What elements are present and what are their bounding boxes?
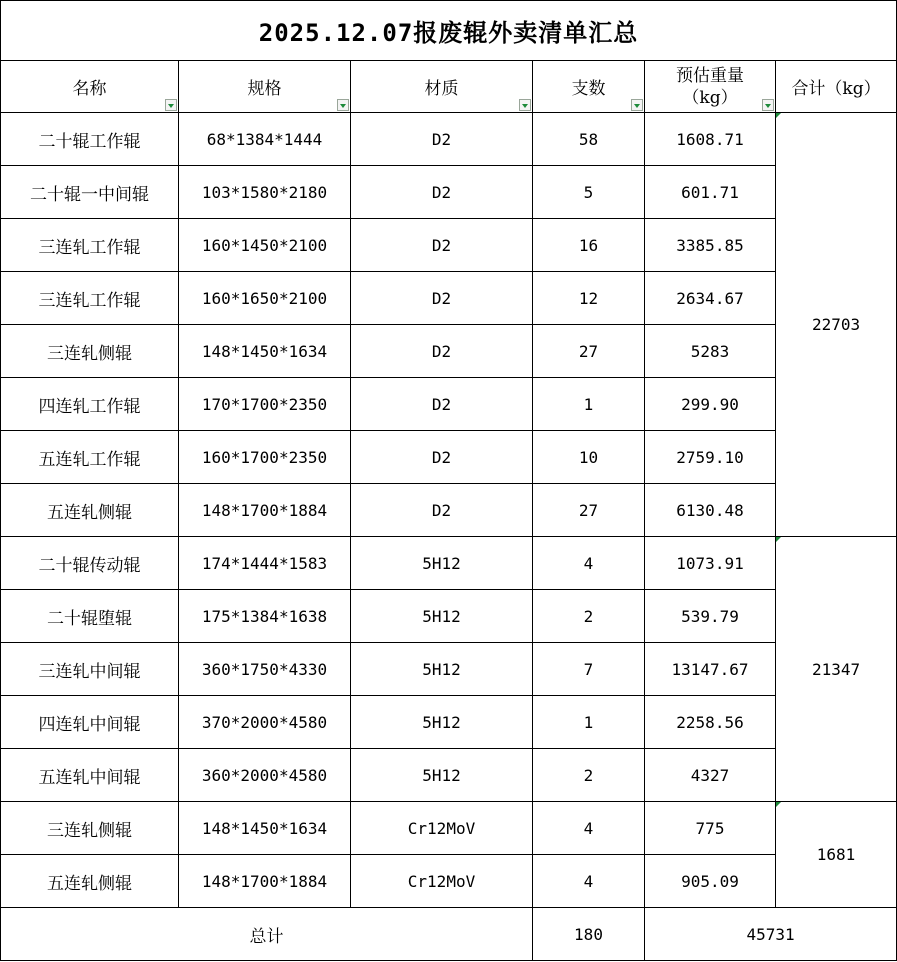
cell-count[interactable]: 58: [533, 113, 645, 166]
cell-name[interactable]: 二十辊传动辊: [1, 537, 179, 590]
cell-material[interactable]: 5H12: [351, 590, 533, 643]
cell-spec[interactable]: 148*1700*1884: [179, 484, 351, 537]
cell-spec[interactable]: 103*1580*2180: [179, 166, 351, 219]
sheet-title: [1, 1, 897, 61]
cell-spec[interactable]: 160*1450*2100: [179, 219, 351, 272]
cell-weight[interactable]: 2759.10: [645, 431, 776, 484]
comment-indicator-icon: [776, 802, 781, 807]
filter-dropdown-icon[interactable]: [631, 99, 643, 111]
table-row: [1, 219, 897, 272]
cell-material[interactable]: D2: [351, 484, 533, 537]
subtotal-value: 21347: [811, 659, 861, 679]
cell-weight[interactable]: 2258.56: [645, 696, 776, 749]
cell-weight[interactable]: 4327: [645, 749, 776, 802]
cell-spec[interactable]: 148*1450*1634: [179, 802, 351, 855]
table-row: [1, 113, 897, 166]
header-material-label: 材质: [424, 79, 459, 99]
cell-weight[interactable]: 5283: [645, 325, 776, 378]
header-weight-unit: （kg）: [682, 87, 738, 108]
header-name: [1, 61, 179, 113]
cell-spec[interactable]: 360*1750*4330: [179, 643, 351, 696]
cell-count[interactable]: 12: [533, 272, 645, 325]
cell-material[interactable]: D2: [351, 431, 533, 484]
cell-weight[interactable]: 539.79: [645, 590, 776, 643]
cell-name[interactable]: 二十辊一中间辊: [1, 166, 179, 219]
cell-weight[interactable]: 299.90: [645, 378, 776, 431]
cell-material[interactable]: 5H12: [351, 696, 533, 749]
table-row: [1, 537, 897, 590]
cell-count[interactable]: 4: [533, 802, 645, 855]
subtotal-value: 22703: [811, 315, 861, 334]
cell-material[interactable]: 5H12: [351, 749, 533, 802]
filter-dropdown-icon[interactable]: [762, 99, 774, 111]
cell-name[interactable]: 五连轧侧辊: [1, 855, 179, 908]
cell-weight[interactable]: 2634.67: [645, 272, 776, 325]
cell-spec[interactable]: 160*1650*2100: [179, 272, 351, 325]
table-row: [1, 643, 897, 696]
cell-spec[interactable]: 148*1450*1634: [179, 325, 351, 378]
cell-name[interactable]: 四连轧工作辊: [1, 378, 179, 431]
cell-material[interactable]: D2: [351, 272, 533, 325]
cell-material[interactable]: D2: [351, 113, 533, 166]
cell-weight[interactable]: 905.09: [645, 855, 776, 908]
table-row: [1, 166, 897, 219]
cell-name[interactable]: 二十辊堕辊: [1, 590, 179, 643]
header-weight: [645, 61, 776, 113]
cell-count[interactable]: 4: [533, 855, 645, 908]
header-spec: [179, 61, 351, 113]
cell-name[interactable]: 三连轧侧辊: [1, 802, 179, 855]
comment-indicator-icon: [776, 537, 781, 542]
cell-spec[interactable]: 175*1384*1638: [179, 590, 351, 643]
header-count: [533, 61, 645, 113]
cell-count[interactable]: 16: [533, 219, 645, 272]
header-subtotal: [776, 61, 897, 113]
header-weight-label: 预估重量: [676, 65, 744, 86]
cell-weight[interactable]: 601.71: [645, 166, 776, 219]
cell-subtotal-group-2[interactable]: [776, 537, 897, 802]
cell-name[interactable]: 三连轧中间辊: [1, 643, 179, 696]
header-spec-label: 规格: [247, 79, 282, 99]
cell-weight[interactable]: 6130.48: [645, 484, 776, 537]
cell-spec[interactable]: 148*1700*1884: [179, 855, 351, 908]
cell-spec[interactable]: 174*1444*1583: [179, 537, 351, 590]
table-row: [1, 378, 897, 431]
total-count[interactable]: 180: [533, 908, 645, 961]
table-row: [1, 855, 897, 908]
table-row: [1, 484, 897, 537]
cell-spec[interactable]: 68*1384*1444: [179, 113, 351, 166]
cell-weight[interactable]: 13147.67: [645, 643, 776, 696]
cell-name[interactable]: 四连轧中间辊: [1, 696, 179, 749]
cell-count[interactable]: 2: [533, 749, 645, 802]
cell-spec[interactable]: 170*1700*2350: [179, 378, 351, 431]
cell-subtotal-group-3[interactable]: [776, 802, 897, 908]
cell-material[interactable]: 5H12: [351, 643, 533, 696]
table-row: [1, 802, 897, 855]
cell-count[interactable]: 7: [533, 643, 645, 696]
filter-dropdown-icon[interactable]: [519, 99, 531, 111]
cell-count[interactable]: 2: [533, 590, 645, 643]
cell-count[interactable]: 10: [533, 431, 645, 484]
header-subtotal-label: 合计（kg）: [791, 79, 881, 99]
cell-material[interactable]: Cr12MoV: [351, 855, 533, 908]
cell-count[interactable]: 27: [533, 484, 645, 537]
cell-spec[interactable]: 360*2000*4580: [179, 749, 351, 802]
sheet-title-text: 2025.12.07报废辊外卖清单汇总: [258, 19, 639, 47]
table-row: [1, 431, 897, 484]
cell-weight[interactable]: 1073.91: [645, 537, 776, 590]
cell-material[interactable]: D2: [351, 166, 533, 219]
cell-material[interactable]: Cr12MoV: [351, 802, 533, 855]
total-weight[interactable]: 45731: [645, 908, 897, 961]
cell-weight[interactable]: 1608.71: [645, 113, 776, 166]
cell-count[interactable]: 5: [533, 166, 645, 219]
filter-dropdown-icon[interactable]: [165, 99, 177, 111]
total-row: [1, 908, 897, 961]
cell-count[interactable]: 4: [533, 537, 645, 590]
header-name-label: 名称: [72, 79, 107, 99]
cell-material[interactable]: 5H12: [351, 537, 533, 590]
cell-material[interactable]: D2: [351, 219, 533, 272]
cell-name[interactable]: 三连轧侧辊: [1, 325, 179, 378]
filter-dropdown-icon[interactable]: [337, 99, 349, 111]
cell-name[interactable]: 二十辊工作辊: [1, 113, 179, 166]
table-row: [1, 590, 897, 643]
table-row: [1, 696, 897, 749]
cell-material[interactable]: D2: [351, 378, 533, 431]
cell-spec[interactable]: 160*1700*2350: [179, 431, 351, 484]
total-label[interactable]: 总计: [1, 908, 533, 961]
cell-weight[interactable]: 775: [645, 802, 776, 855]
cell-name[interactable]: 五连轧工作辊: [1, 431, 179, 484]
cell-count[interactable]: 1: [533, 378, 645, 431]
cell-name[interactable]: 五连轧中间辊: [1, 749, 179, 802]
table-row: [1, 272, 897, 325]
table-row: [1, 749, 897, 802]
cell-name[interactable]: 五连轧侧辊: [1, 484, 179, 537]
cell-count[interactable]: 1: [533, 696, 645, 749]
cell-subtotal-group-1[interactable]: [776, 113, 897, 537]
comment-indicator-icon: [776, 113, 781, 118]
cell-count[interactable]: 27: [533, 325, 645, 378]
cell-weight[interactable]: 3385.85: [645, 219, 776, 272]
header-count-label: 支数: [571, 79, 606, 99]
cell-name[interactable]: 三连轧工作辊: [1, 219, 179, 272]
table-row: [1, 325, 897, 378]
cell-spec[interactable]: 370*2000*4580: [179, 696, 351, 749]
header-material: [351, 61, 533, 113]
cell-name[interactable]: 三连轧工作辊: [1, 272, 179, 325]
subtotal-value: 1681: [816, 845, 856, 864]
cell-material[interactable]: D2: [351, 325, 533, 378]
